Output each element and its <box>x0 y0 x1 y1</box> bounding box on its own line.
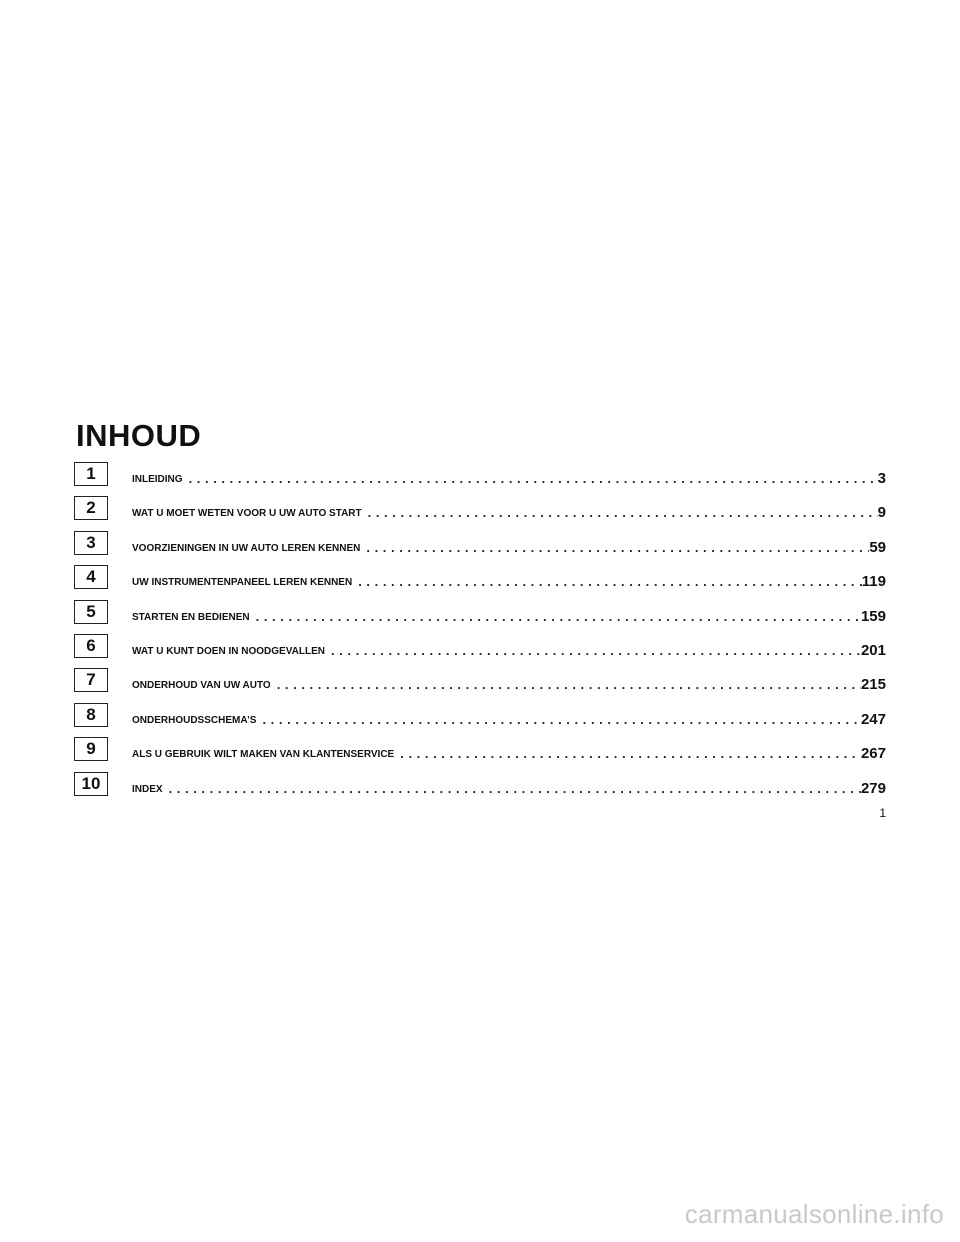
toc-entry-2[interactable] <box>74 496 886 530</box>
toc-entry-1[interactable] <box>74 462 886 496</box>
chapter-page-number[interactable]: 215 <box>860 676 886 694</box>
dot-leader <box>183 472 878 488</box>
dot-leader <box>163 782 861 798</box>
dot-leader <box>256 713 861 729</box>
chapter-page-number[interactable]: 279 <box>860 779 886 797</box>
table-of-contents <box>74 462 886 806</box>
dot-leader <box>394 747 861 763</box>
chapter-number-box: 2 <box>74 496 108 520</box>
chapter-number-box: 3 <box>74 531 108 555</box>
chapter-title[interactable]: ONDERHOUDSSCHEMA’S <box>132 714 257 726</box>
chapter-number-box: 7 <box>74 668 108 692</box>
chapter-number-box: 5 <box>74 600 108 624</box>
watermark-text: carmanualsonline.info <box>684 1199 944 1229</box>
page-number: 1 <box>879 806 886 820</box>
chapter-title[interactable]: WAT U KUNT DOEN IN NOODGEVALLEN <box>132 645 325 657</box>
chapter-title[interactable]: WAT U MOET WETEN VOOR U UW AUTO START <box>132 508 362 520</box>
dot-leader <box>352 575 862 591</box>
toc-entry-7[interactable] <box>74 668 886 702</box>
chapter-number-box: 1 <box>74 462 108 486</box>
dot-leader <box>325 644 861 660</box>
chapter-number-box: 10 <box>74 772 108 796</box>
chapter-number-box: 9 <box>74 737 108 761</box>
dot-leader <box>271 678 861 694</box>
chapter-page-number[interactable]: 59 <box>869 538 886 556</box>
toc-entry-6[interactable] <box>74 634 886 668</box>
chapter-page-number[interactable]: 9 <box>877 504 886 522</box>
chapter-number-box: 4 <box>74 565 108 589</box>
dot-leader <box>362 506 878 522</box>
toc-entry-9[interactable] <box>74 737 886 771</box>
toc-entry-4[interactable] <box>74 565 886 599</box>
toc-entry-8[interactable] <box>74 703 886 737</box>
chapter-title[interactable]: ONDERHOUD VAN UW AUTO <box>132 680 271 692</box>
toc-entry-5[interactable] <box>74 600 886 634</box>
chapter-number-box: 6 <box>74 634 108 658</box>
toc-entry-3[interactable] <box>74 531 886 565</box>
dot-leader <box>360 541 869 557</box>
chapter-page-number[interactable]: 267 <box>860 745 886 763</box>
chapter-title[interactable]: ALS U GEBRUIK WILT MAKEN VAN KLANTENSERVICE <box>132 749 395 761</box>
chapter-page-number[interactable]: 201 <box>860 641 886 659</box>
chapter-page-number[interactable]: 247 <box>860 710 886 728</box>
chapter-number-box: 8 <box>74 703 108 727</box>
toc-entry-10[interactable] <box>74 772 886 806</box>
chapter-page-number[interactable]: 159 <box>860 607 886 625</box>
chapter-page-number[interactable]: 3 <box>877 470 886 487</box>
chapter-page-number[interactable]: 119 <box>861 573 886 591</box>
chapter-title[interactable]: STARTEN EN BEDIENEN <box>132 611 250 623</box>
page-title: INHOUD <box>76 418 202 453</box>
chapter-title[interactable]: VOORZIENINGEN IN UW AUTO LEREN KENNEN <box>132 542 361 554</box>
chapter-title[interactable]: INDEX <box>132 783 163 795</box>
chapter-title[interactable]: UW INSTRUMENTENPANEEL LEREN KENNEN <box>132 577 353 589</box>
dot-leader <box>250 610 861 626</box>
chapter-title[interactable]: INLEIDING <box>132 474 183 485</box>
